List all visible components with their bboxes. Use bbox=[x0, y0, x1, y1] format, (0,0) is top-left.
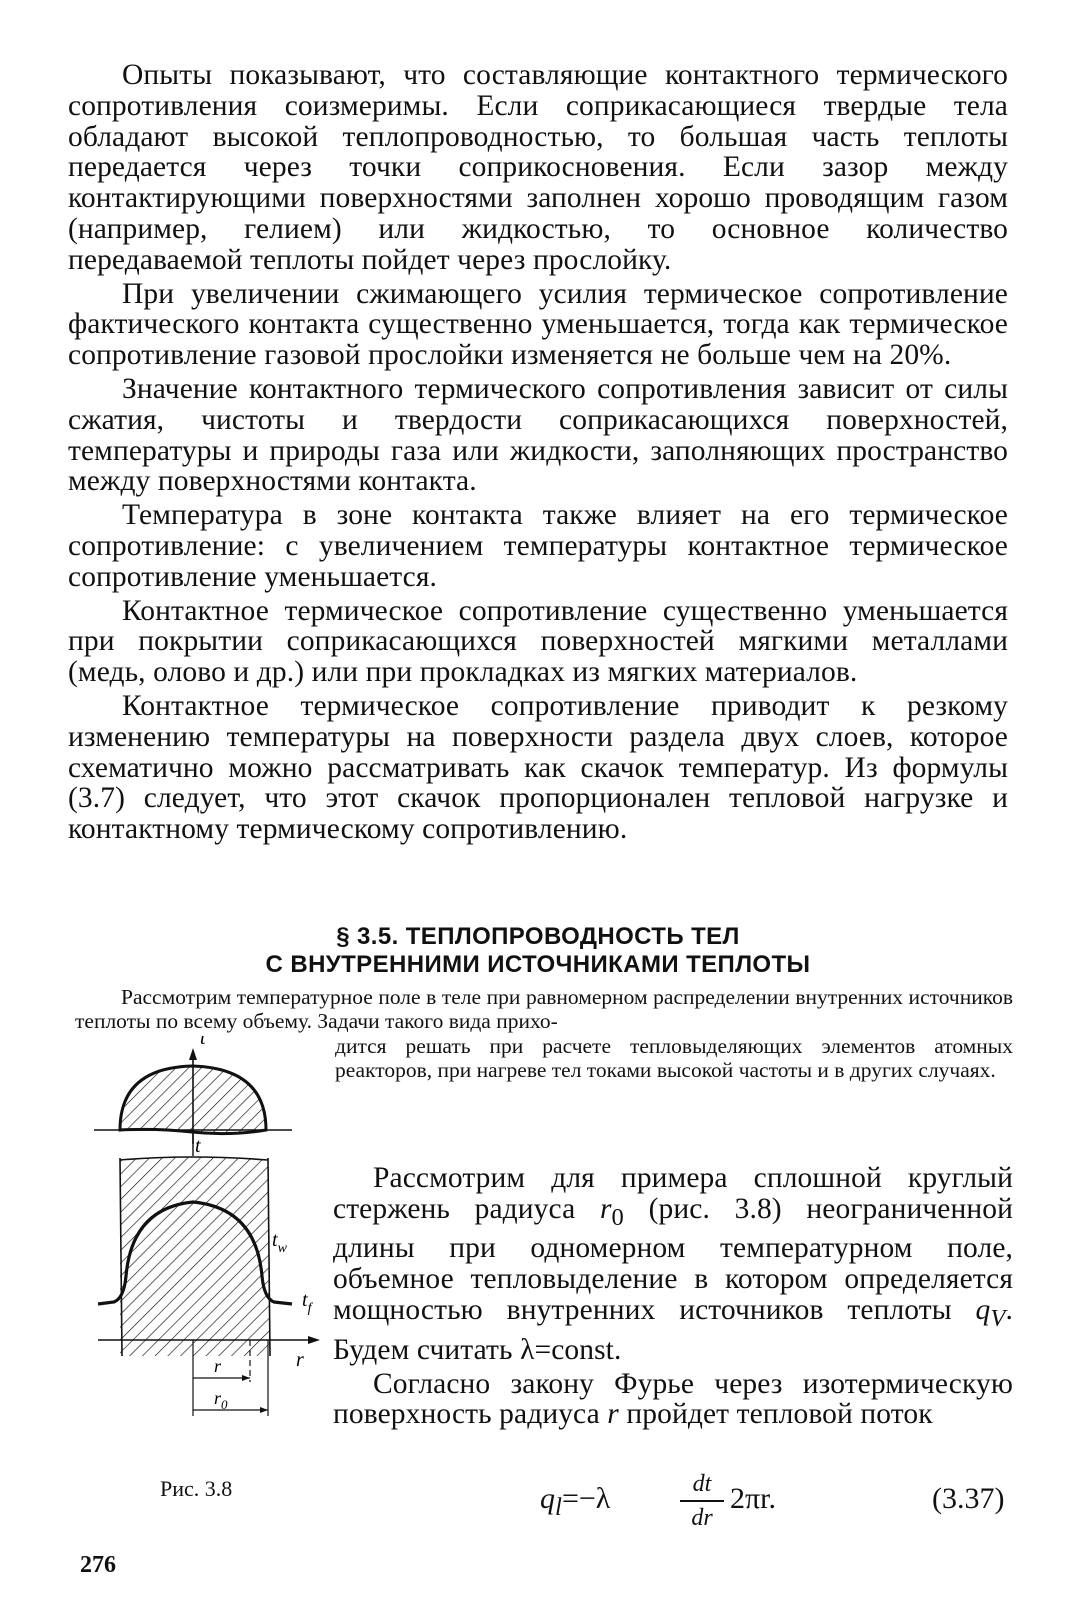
t-axis-top-arrow-icon bbox=[189, 1048, 197, 1060]
example-paragraph: Рассмотрим для примера сплошной круглый стержень радиуса $r_0$ (рис. 3.8) неограниченной длины при одномерном температурном поле, объемное тепловыделение в котором определяется мощностью внутренних источников теплоты $q_V$. Будем считать λ=const. bbox=[333, 1162, 1013, 1366]
section-heading bbox=[68, 923, 1008, 979]
label-r-axis: r bbox=[296, 1349, 304, 1371]
equation-3-37 bbox=[540, 1470, 1020, 1550]
section-heading-line-1: § 3.5. ТЕПЛОПРОВОДНОСТЬ ТЕЛ bbox=[336, 923, 740, 950]
equation-rhs: 2πr. bbox=[730, 1482, 776, 1515]
rod-temperature-diagram bbox=[80, 1036, 340, 1436]
label-r0: $r_0$ bbox=[214, 1388, 228, 1412]
label-r: r bbox=[214, 1356, 222, 1376]
equation-fraction: dt dr bbox=[680, 1470, 724, 1532]
rod-body bbox=[120, 1156, 270, 1356]
intro-small-text-wrap: дится решать при расчете тепловыделяющих элементов атомных реакторов, при нагреве тел токами высокой частоты и в других случаях. bbox=[335, 1034, 1013, 1083]
paragraph-3: Значение контактного термического сопротивления зависит от силы сжатия, чистоты и твердости соприкасающихся поверхностей, температуры и природы газа или жидкости, заполняющих пространство между поверхностями контакта. bbox=[68, 372, 1008, 498]
paragraph-1: Опыты показывают, что составляющие контактного термического сопротивления соизмеримы. Если соприкасающиеся твердые тела обладают высокой теплопроводностью, то большая часть теплоты передается через точки соприкосновения. Если зазор между контактирующими поверхностями заполнен хорошо проводящим газом (например, гелием) или жидкостью, то основное количество передаваемой теплоты пойдет через прослойку. bbox=[68, 59, 1008, 276]
dim-r0-arrowhead-icon bbox=[260, 1407, 268, 1413]
paragraph-6: Контактное термическое сопротивление приводит к резкому изменению температуры на поверхности раздела двух слоев, которое схематично можно рассматривать как скачок температур. Из формулы (3.7) следует, что этот скачок пропорционален тепловой нагрузке и контактному термическому сопротивлению. bbox=[68, 689, 1008, 846]
paragraph-4: Температура в зоне контакта также влияет на его термическое сопротивление: с увеличением температуры контактное термическое сопротивление уменьшается. bbox=[68, 499, 1008, 593]
right-text-block bbox=[333, 1163, 1013, 1433]
page-number: 276 bbox=[80, 1552, 116, 1578]
equation-lhs: $q_l=-\lambda$ bbox=[540, 1482, 611, 1521]
figure-3-8 bbox=[80, 1036, 340, 1436]
fourier-paragraph: Согласно закону Фурье через изотермическую поверхность радиуса r пройдет тепловой поток bbox=[333, 1367, 1013, 1431]
dim-r-arrowhead-icon bbox=[242, 1375, 250, 1381]
rod-cross-section-dome bbox=[120, 1066, 266, 1134]
label-t-top: t bbox=[200, 1036, 206, 1049]
paragraph-5: Контактное термическое сопротивление существенно уменьшается при покрытии соприкасающихся поверхностей мягкими металлами (медь, олово и др.) или при прокладках из мягких материалов. bbox=[68, 594, 1008, 689]
r-axis-arrow-icon bbox=[308, 1336, 320, 1344]
paragraph-2: При увеличении сжимающего усилия термическое сопротивление фактического контакта существенно уменьшается, тогда как термическое сопротивление газовой прослойки изменяется не больше чем на 20%. bbox=[68, 277, 1008, 372]
label-tf: $t_f$ bbox=[302, 1289, 312, 1316]
equation-number: (3.37) bbox=[932, 1482, 1005, 1515]
label-t-mid: t bbox=[195, 1135, 201, 1157]
label-tw: $t_w$ bbox=[272, 1229, 287, 1256]
main-text-block bbox=[68, 60, 1008, 848]
section-heading-line-2: С ВНУТРЕННИМИ ИСТОЧНИКАМИ ТЕПЛОТЫ bbox=[265, 951, 811, 978]
intro-small-text: Рассмотрим температурное поле в теле при равномерном распределении внутренних источников теплоты по всему объему. Задачи такого вида прихо- bbox=[75, 985, 1013, 1034]
figure-caption: Рис. 3.8 bbox=[160, 1476, 233, 1501]
